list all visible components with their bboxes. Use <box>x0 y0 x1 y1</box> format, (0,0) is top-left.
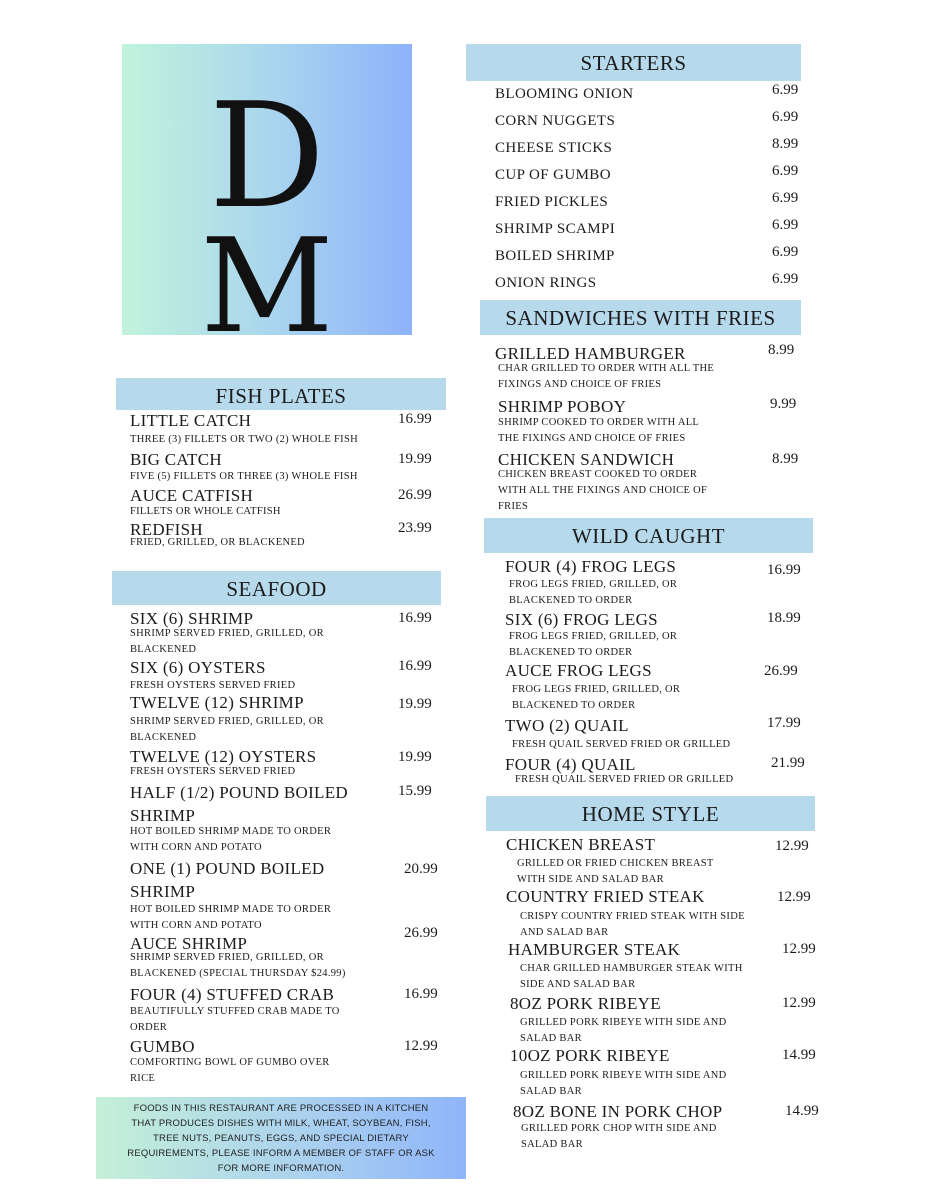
menu-item-name: SHRIMP POBOY <box>498 397 627 416</box>
menu-item-name: 10OZ PORK RIBEYE <box>510 1046 670 1065</box>
menu-item-price: 26.99 <box>764 663 798 679</box>
menu-item-name: FOUR (4) STUFFED CRAB <box>130 985 335 1004</box>
menu-item-price: 26.99 <box>398 487 432 503</box>
menu-item-name: COUNTRY FRIED STEAK <box>506 887 705 906</box>
menu-item-desc: FROG LEGS FRIED, GRILLED, OR <box>509 579 678 590</box>
menu-item-desc: FIXINGS AND CHOICE OF FRIES <box>498 379 662 390</box>
menu-item-price: 12.99 <box>404 1038 438 1054</box>
fish-plates-header: FISH PLATES <box>116 378 446 410</box>
seafood-header: SEAFOOD <box>112 571 441 605</box>
menu-item-desc: FRIED, GRILLED, OR BLACKENED <box>130 537 305 548</box>
menu-item-desc: BLACKENED (SPECIAL THURSDAY $24.99) <box>130 968 346 979</box>
wild-caught-header: WILD CAUGHT <box>484 518 813 553</box>
menu-item-name: AUCE SHRIMP <box>130 934 248 953</box>
logo-letter-d: D <box>208 72 326 241</box>
menu-item-price: 19.99 <box>398 749 432 765</box>
menu-item-name: BLOOMING ONION <box>495 86 634 102</box>
menu-item-desc: THE FIXINGS AND CHOICE OF FRIES <box>498 433 686 444</box>
menu-item-price: 20.99 <box>404 861 438 877</box>
menu-item-name-cont: SHRIMP <box>130 806 196 825</box>
menu-item-desc: COMFORTING BOWL OF GUMBO OVER <box>130 1057 330 1068</box>
menu-item-name: CHICKEN SANDWICH <box>498 450 675 469</box>
menu-item-price: 6.99 <box>772 217 799 233</box>
sandwiches-header: SANDWICHES WITH FRIES <box>480 300 801 335</box>
menu-item-desc: CHICKEN BREAST COOKED TO ORDER <box>498 469 698 480</box>
logo-letter-m: M <box>200 210 334 362</box>
menu-item-price: 26.99 <box>404 925 438 941</box>
menu-item-name: TWELVE (12) SHRIMP <box>130 693 304 712</box>
menu-item-price: 6.99 <box>772 244 799 260</box>
menu-item-name: SIX (6) OYSTERS <box>130 658 266 677</box>
menu-item-name: CHICKEN BREAST <box>506 835 656 854</box>
menu-item-name: AUCE CATFISH <box>130 486 254 505</box>
menu-item-desc: BLACKENED TO ORDER <box>509 647 633 658</box>
menu-item-name: SIX (6) SHRIMP <box>130 609 254 628</box>
menu-item-name: GRILLED HAMBURGER <box>495 344 686 363</box>
menu-item-name: TWO (2) QUAIL <box>505 716 629 735</box>
menu-item-name: FOUR (4) FROG LEGS <box>505 557 677 576</box>
menu-item-price: 6.99 <box>772 271 799 287</box>
menu-item-name: FOUR (4) QUAIL <box>505 755 636 774</box>
menu-item-name: BIG CATCH <box>130 450 222 469</box>
menu-item-name-cont: SHRIMP <box>130 882 196 901</box>
menu-item-desc: SALAD BAR <box>520 1033 582 1044</box>
menu-item-desc: FILLETS OR WHOLE CATFISH <box>130 506 281 517</box>
menu-item-price: 6.99 <box>772 190 799 206</box>
menu-item-name: ONION RINGS <box>495 275 597 291</box>
menu-item-price: 21.99 <box>771 755 805 771</box>
menu-item-price: 6.99 <box>772 109 799 125</box>
menu-item-name: LITTLE CATCH <box>130 411 252 430</box>
menu-item-desc: HOT BOILED SHRIMP MADE TO ORDER <box>130 826 332 837</box>
menu-item-desc: BLACKENED TO ORDER <box>512 700 636 711</box>
logo-block <box>122 44 412 362</box>
menu-item-desc: FRESH OYSTERS SERVED FRIED <box>130 680 296 691</box>
menu-item-name: HALF (1/2) POUND BOILED <box>130 783 348 802</box>
menu-item-price: 6.99 <box>772 82 799 98</box>
menu-item-desc: CHAR GRILLED HAMBURGER STEAK WITH <box>520 963 743 974</box>
menu-item-desc: BLACKENED TO ORDER <box>509 595 633 606</box>
menu-item-name: AUCE FROG LEGS <box>505 661 652 680</box>
menu-item-desc: BLACKENED <box>130 644 197 655</box>
menu-item-desc: FRESH OYSTERS SERVED FRIED <box>130 766 296 777</box>
allergen-notice <box>96 1097 466 1179</box>
menu-item-desc: GRILLED PORK CHOP WITH SIDE AND <box>521 1123 717 1134</box>
menu-item-name: TWELVE (12) OYSTERS <box>130 747 317 766</box>
menu-item-desc: CHAR GRILLED TO ORDER WITH ALL THE <box>498 363 715 374</box>
menu-item-name: ONE (1) POUND BOILED <box>130 859 325 878</box>
notice-line: THAT PRODUCES DISHES WITH MILK, WHEAT, SOYBEAN, FISH, <box>131 1118 431 1129</box>
menu-item-name: BOILED SHRIMP <box>495 248 615 264</box>
menu-item-price: 8.99 <box>772 136 799 152</box>
menu-item-price: 16.99 <box>767 562 801 578</box>
menu-item-desc: SIDE AND SALAD BAR <box>520 979 636 990</box>
menu-item-price: 16.99 <box>398 658 432 674</box>
menu-item-price: 9.99 <box>770 396 797 412</box>
menu-item-desc: GRILLED PORK RIBEYE WITH SIDE AND <box>520 1017 727 1028</box>
menu-item-desc: WITH SIDE AND SALAD BAR <box>517 874 664 885</box>
menu-item-desc: BLACKENED <box>130 732 197 743</box>
notice-line: TREE NUTS, PEANUTS, EGGS, AND SPECIAL DIETARY <box>153 1133 409 1144</box>
menu-item-desc: SHRIMP COOKED TO ORDER WITH ALL <box>498 417 700 428</box>
menu-item-name: CUP OF GUMBO <box>495 167 611 183</box>
menu-item-price: 16.99 <box>398 610 432 626</box>
menu-item-price: 14.99 <box>785 1103 819 1119</box>
menu-item-desc: RICE <box>130 1073 156 1084</box>
menu-item-desc: WITH ALL THE FIXINGS AND CHOICE OF <box>498 485 708 496</box>
menu-item-desc: HOT BOILED SHRIMP MADE TO ORDER <box>130 904 332 915</box>
menu-item-desc: SHRIMP SERVED FRIED, GRILLED, OR <box>130 716 324 727</box>
menu-item-name: SHRIMP SCAMPI <box>495 221 616 237</box>
menu-item-price: 6.99 <box>772 163 799 179</box>
menu-item-desc: GRILLED PORK RIBEYE WITH SIDE AND <box>520 1070 727 1081</box>
menu-item-desc: FROG LEGS FRIED, GRILLED, OR <box>512 684 681 695</box>
menu-item-desc: THREE (3) FILLETS OR TWO (2) WHOLE FISH <box>130 434 358 445</box>
home-style-header: HOME STYLE <box>486 796 815 831</box>
starters-header: STARTERS <box>466 44 801 81</box>
menu-item-price: 18.99 <box>767 610 801 626</box>
menu-item-name: REDFISH <box>130 520 203 539</box>
menu-item-desc: BEAUTIFULLY STUFFED CRAB MADE TO <box>130 1006 340 1017</box>
menu-item-desc: AND SALAD BAR <box>520 927 609 938</box>
menu-item-desc: GRILLED OR FRIED CHICKEN BREAST <box>517 858 714 869</box>
menu-item-desc: WITH CORN AND POTATO <box>130 842 262 853</box>
menu-item-price: 15.99 <box>398 783 432 799</box>
menu-item-desc: SHRIMP SERVED FRIED, GRILLED, OR <box>130 628 324 639</box>
menu-item-desc: CRISPY COUNTRY FRIED STEAK WITH SIDE <box>520 911 745 922</box>
menu-item-price: 16.99 <box>404 986 438 1002</box>
menu-item-price: 19.99 <box>398 451 432 467</box>
menu-item-name: 8OZ BONE IN PORK CHOP <box>513 1102 723 1121</box>
menu-item-name: CHEESE STICKS <box>495 140 613 156</box>
menu-item-price: 8.99 <box>768 342 795 358</box>
menu-item-name: SIX (6) FROG LEGS <box>505 610 658 629</box>
menu-item-desc: FIVE (5) FILLETS OR THREE (3) WHOLE FISH <box>130 471 358 482</box>
menu-item-desc: SALAD BAR <box>520 1086 582 1097</box>
menu-item-price: 19.99 <box>398 696 432 712</box>
menu-item-name: HAMBURGER STEAK <box>508 940 681 959</box>
menu-item-price: 17.99 <box>767 715 801 731</box>
menu-item-desc: FROG LEGS FRIED, GRILLED, OR <box>509 631 678 642</box>
menu-item-desc: FRIES <box>498 501 529 512</box>
menu-item-price: 14.99 <box>782 1047 816 1063</box>
menu-item-price: 16.99 <box>398 411 432 427</box>
menu-item-name: 8OZ PORK RIBEYE <box>510 994 661 1013</box>
menu-item-name: FRIED PICKLES <box>495 194 609 210</box>
menu-item-price: 12.99 <box>782 995 816 1011</box>
menu-item-price: 12.99 <box>782 941 816 957</box>
menu-item-price: 23.99 <box>398 520 432 536</box>
menu-item-price: 12.99 <box>775 838 809 854</box>
notice-line: REQUIREMENTS, PLEASE INFORM A MEMBER OF STAFF OR ASK <box>127 1148 435 1159</box>
menu-item-desc: FRESH QUAIL SERVED FRIED OR GRILLED <box>512 739 731 750</box>
menu-item-name: CORN NUGGETS <box>495 113 616 129</box>
menu-item-desc: FRESH QUAIL SERVED FRIED OR GRILLED <box>515 774 734 785</box>
menu-item-price: 8.99 <box>772 451 799 467</box>
menu-item-desc: ORDER <box>130 1022 168 1033</box>
menu-item-price: 12.99 <box>777 889 811 905</box>
menu-item-desc: SHRIMP SERVED FRIED, GRILLED, OR <box>130 952 324 963</box>
notice-line: FOODS IN THIS RESTAURANT ARE PROCESSED IN A KITCHEN <box>133 1103 429 1114</box>
menu-item-desc: WITH CORN AND POTATO <box>130 920 262 931</box>
menu-item-desc: SALAD BAR <box>521 1139 583 1150</box>
menu-item-name: GUMBO <box>130 1037 195 1056</box>
notice-line: FOR MORE INFORMATION. <box>217 1163 345 1174</box>
